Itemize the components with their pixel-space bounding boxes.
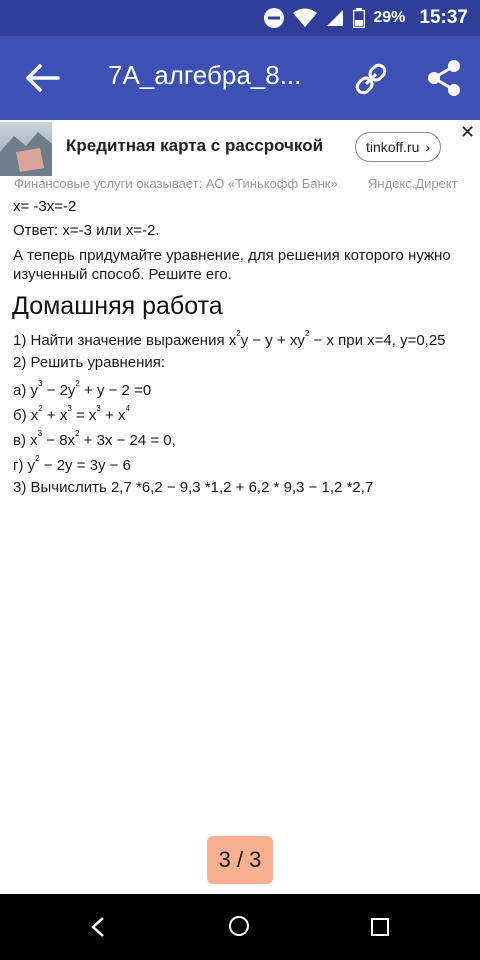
- status-bar: [0, 0, 480, 36]
- wifi-icon: [293, 8, 317, 28]
- task-2: 2) Решить уравнения:: [13, 354, 166, 371]
- nav-home-icon[interactable]: [229, 916, 249, 936]
- equation-d: г) $y^2 - 2y = 3y - 6$: [13, 454, 131, 474]
- battery-icon: [353, 8, 365, 28]
- chevron-right-icon: ›: [425, 139, 431, 155]
- ad-banner[interactable]: [0, 120, 480, 197]
- page-indicator: 3 / 3: [207, 836, 273, 884]
- equation-b: б) $x^2 + x^3 = x^3 + x^4$: [13, 404, 130, 424]
- equation-c: в) $x^3 - 8x^2 + 3x - 24 = 0$,: [13, 429, 176, 449]
- arrow-back-icon[interactable]: [24, 62, 60, 94]
- ad-network-label: Яндекс.Директ: [368, 176, 458, 191]
- task-1: 1) Найти значение выражения $x^2y - y + xy^2 - x$ при x=4, y=0,25: [13, 329, 446, 349]
- share-icon[interactable]: [424, 58, 464, 98]
- document-page[interactable]: [0, 196, 480, 894]
- task-3: 3) Вычислить 2,7 *6,2 − 9,3 *1,2 + 6,2 * 9,3 − 1,2 *2,7: [13, 479, 374, 496]
- system-nav-bar: [0, 894, 480, 960]
- status-icons: [263, 0, 468, 36]
- equation-a: а) $y^3 - 2y^2 + y - 2 =0$: [13, 379, 152, 399]
- ad-image: [0, 122, 52, 176]
- battery-percent: 29%: [373, 9, 406, 26]
- text-line: x= -3x=-2: [13, 198, 77, 215]
- ad-headline[interactable]: Кредитная карта с рассрочкой: [66, 136, 324, 155]
- answer-line: Ответ: x=-3 или x=-2.: [13, 222, 160, 239]
- ad-link-label: tinkoff.ru: [365, 139, 420, 155]
- do-not-disturb-icon: [263, 7, 285, 29]
- app-toolbar: [0, 36, 480, 120]
- text-line: А теперь придумайте уравнение, для решения которого нужно: [13, 247, 451, 264]
- signal-icon: [325, 8, 345, 28]
- document-title: 7А_алгебра_8...: [108, 60, 302, 90]
- homework-heading: Домашняя работа: [12, 292, 223, 320]
- ad-disclaimer: Финансовые услуги оказывает: АО «Тинькофф Банк»: [14, 176, 338, 191]
- close-icon[interactable]: ✕: [460, 122, 476, 142]
- nav-back-icon[interactable]: [88, 916, 108, 938]
- text-line: изученный способ. Решите его.: [13, 266, 232, 283]
- link-icon[interactable]: [352, 60, 390, 98]
- nav-recents-icon[interactable]: [371, 918, 389, 936]
- ad-link-button[interactable]: [355, 132, 441, 162]
- clock: 15:37: [419, 7, 468, 28]
